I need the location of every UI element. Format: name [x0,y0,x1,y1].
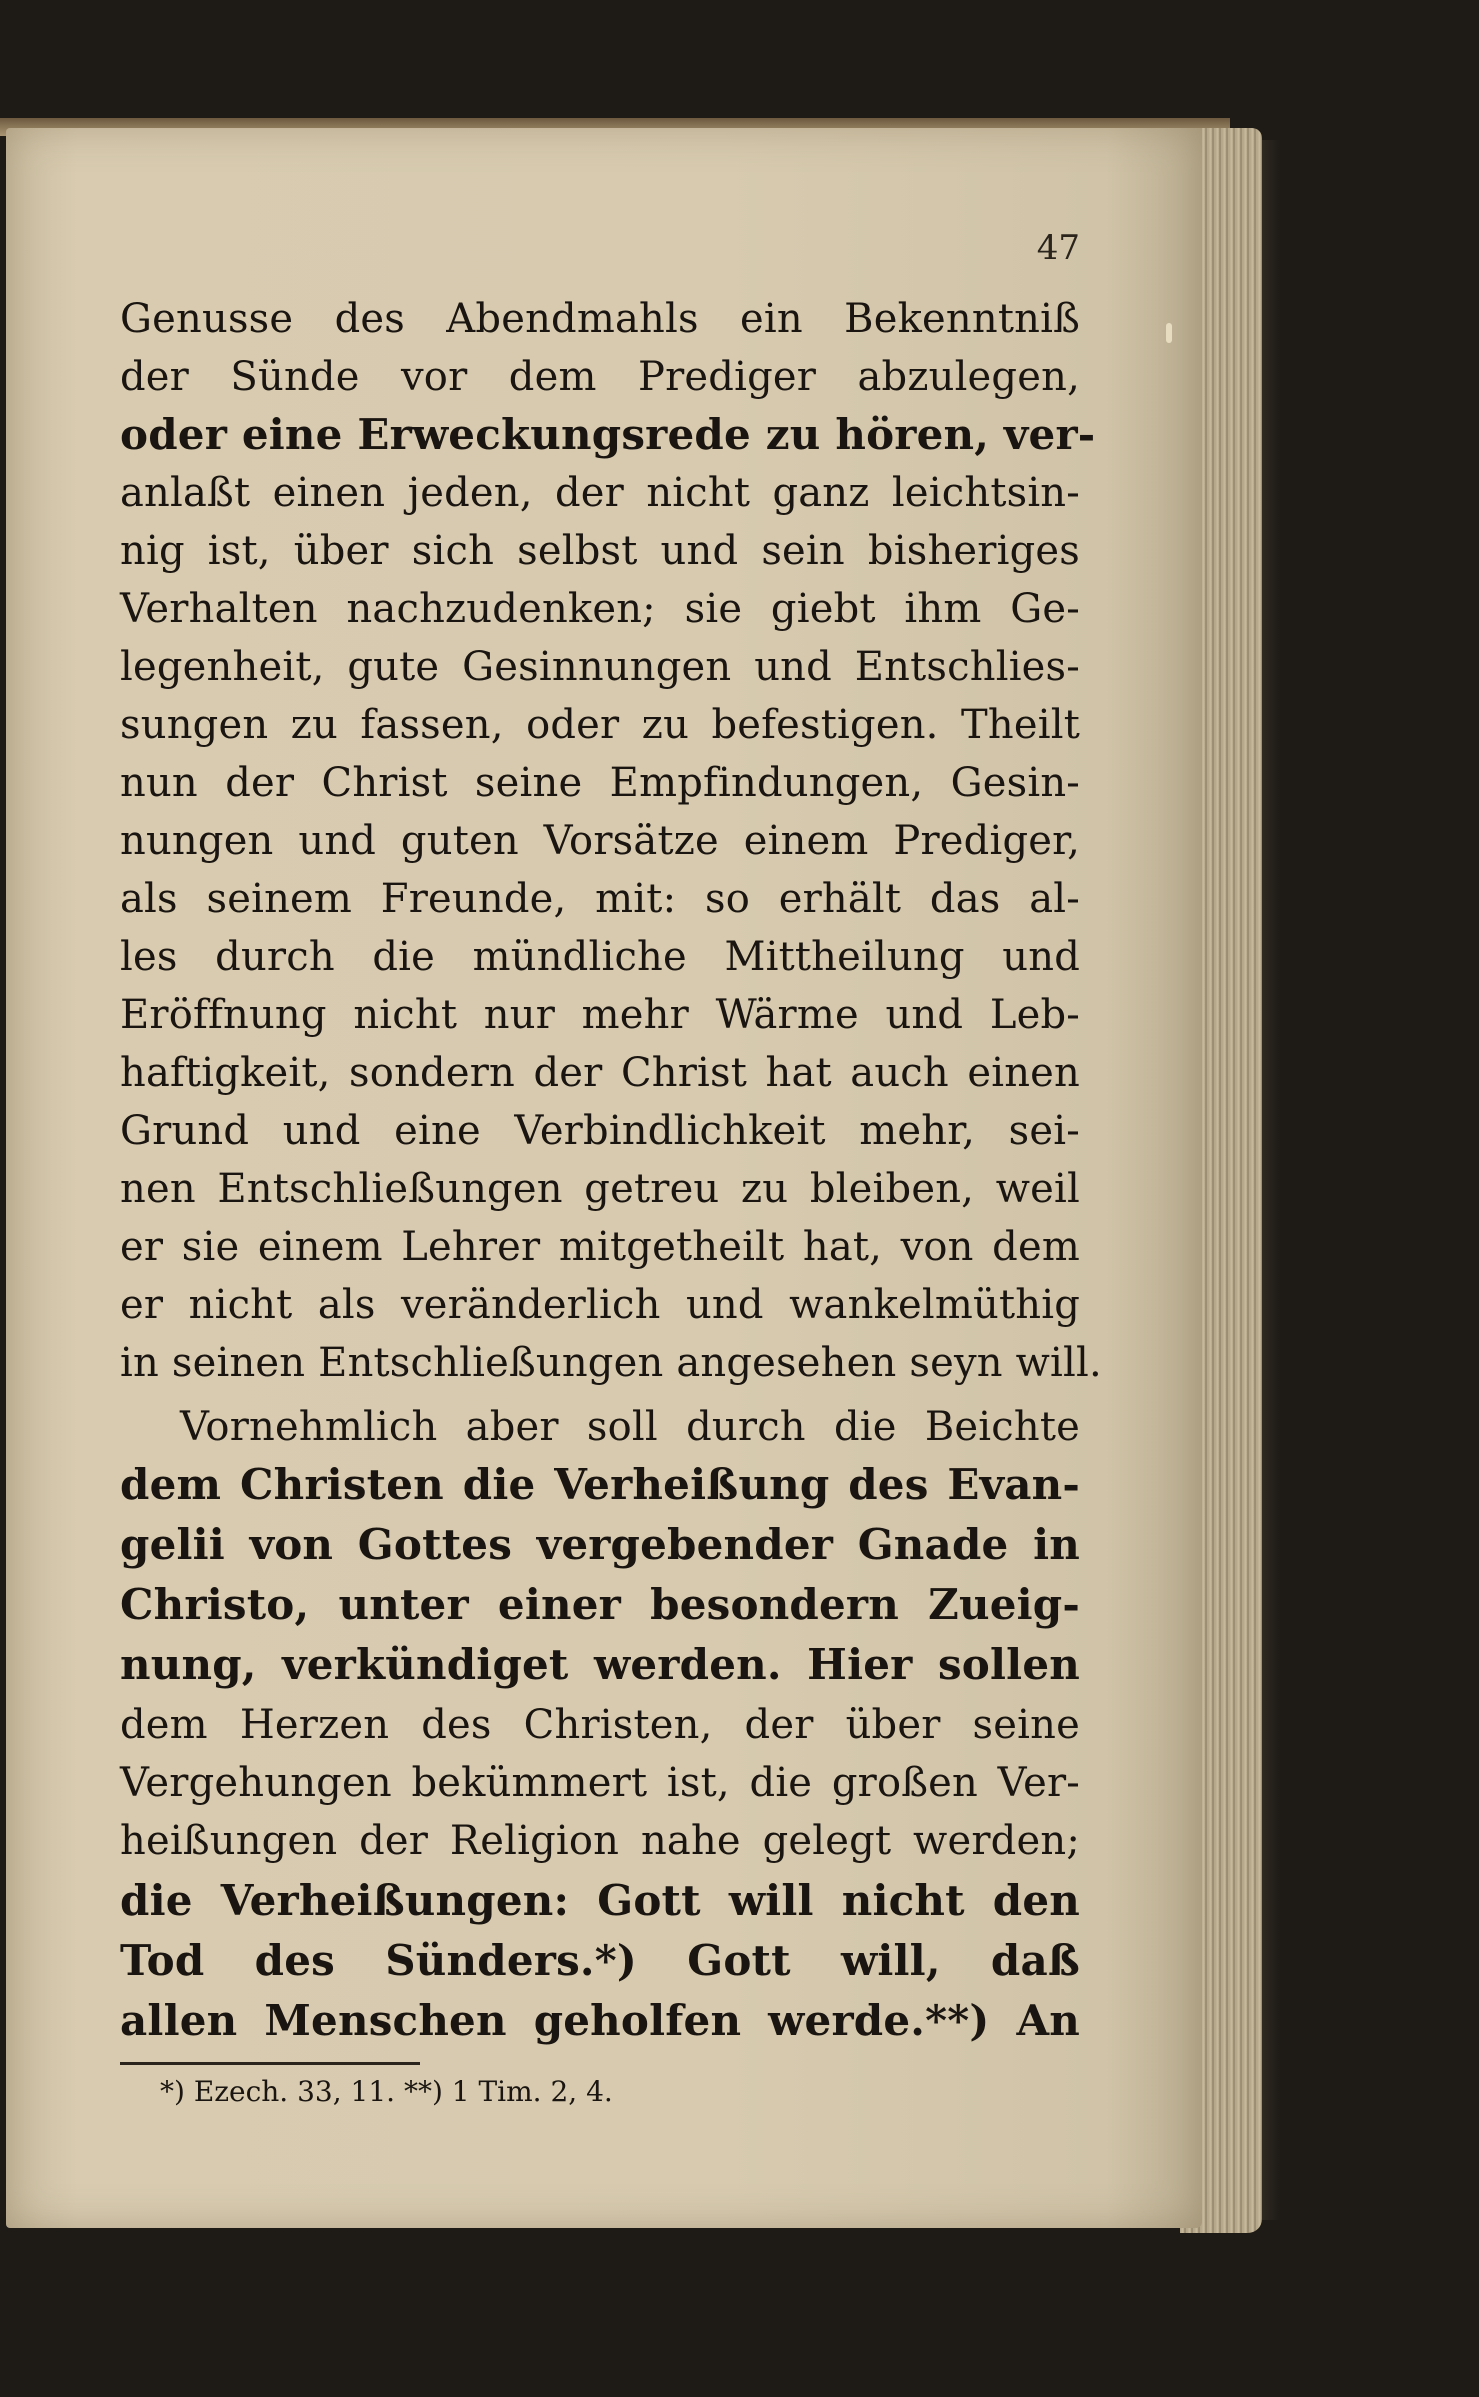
text-line: nungen und guten Vorsätze einem Prediger, [120,818,1080,864]
text-line: als seinem Freunde, mit: so erhält das al- [120,876,1080,922]
text-line: in seinen Entschließungen angesehen seyn will. [120,1340,1102,1386]
text-line: nung, verkündiget werden. Hier sollen [120,1640,1080,1689]
text-line: nun der Christ seine Empfindungen, Gesin- [120,760,1080,806]
text-line: er nicht als veränderlich und wankelmüthig [120,1282,1080,1328]
text-line: anlaßt einen jeden, der nicht ganz leichtsin- [120,470,1080,516]
text-line: oder eine Erweckungsrede zu hören, ver- [120,410,1096,459]
text-line: Tod des Sünders.*) Gott will, daß [120,1936,1080,1985]
text-line: er sie einem Lehrer mitgetheilt hat, von dem [120,1224,1080,1270]
page-number: 47 [1036,228,1080,268]
text-line: dem Christen die Verheißung des Evan- [120,1460,1080,1509]
text-line: Genusse des Abendmahls ein Bekenntniß [120,296,1080,342]
text-line: die Verheißungen: Gott will nicht den [120,1876,1080,1925]
text-line: haftigkeit, sondern der Christ hat auch einen [120,1050,1080,1096]
footnote-rule [120,2062,420,2065]
text-line: sungen zu fassen, oder zu befestigen. Theilt [120,702,1080,748]
text-line: les durch die mündliche Mittheilung und [120,934,1080,980]
text-line: allen Menschen geholfen werde.**) An [120,1996,1080,2045]
paper-mark [1166,323,1172,343]
text-line: Christo, unter einer besondern Zueig- [120,1580,1080,1629]
text-line: der Sünde vor dem Prediger abzulegen, [120,354,1080,400]
text-line: Vergehungen bekümmert ist, die großen Ver- [120,1760,1080,1806]
text-line: legenheit, gute Gesinnungen und Entschlies- [120,644,1080,690]
footnote: *) Ezech. 33, 11. **) 1 Tim. 2, 4. [160,2075,613,2108]
text-line: heißungen der Religion nahe gelegt werden; [120,1818,1080,1864]
text-line: gelii von Gottes vergebender Gnade in [120,1520,1080,1569]
text-line: Vornehmlich aber soll durch die Beichte [180,1404,1080,1450]
text-line: nig ist, über sich selbst und sein bisheriges [120,528,1080,574]
text-line: dem Herzen des Christen, der über seine [120,1702,1080,1748]
text-line: nen Entschließungen getreu zu bleiben, weil [120,1166,1080,1212]
text-line: Eröffnung nicht nur mehr Wärme und Leb- [120,992,1080,1038]
text-line: Verhalten nachzudenken; sie giebt ihm Ge- [120,586,1080,632]
text-line: Grund und eine Verbindlichkeit mehr, sei- [120,1108,1080,1154]
